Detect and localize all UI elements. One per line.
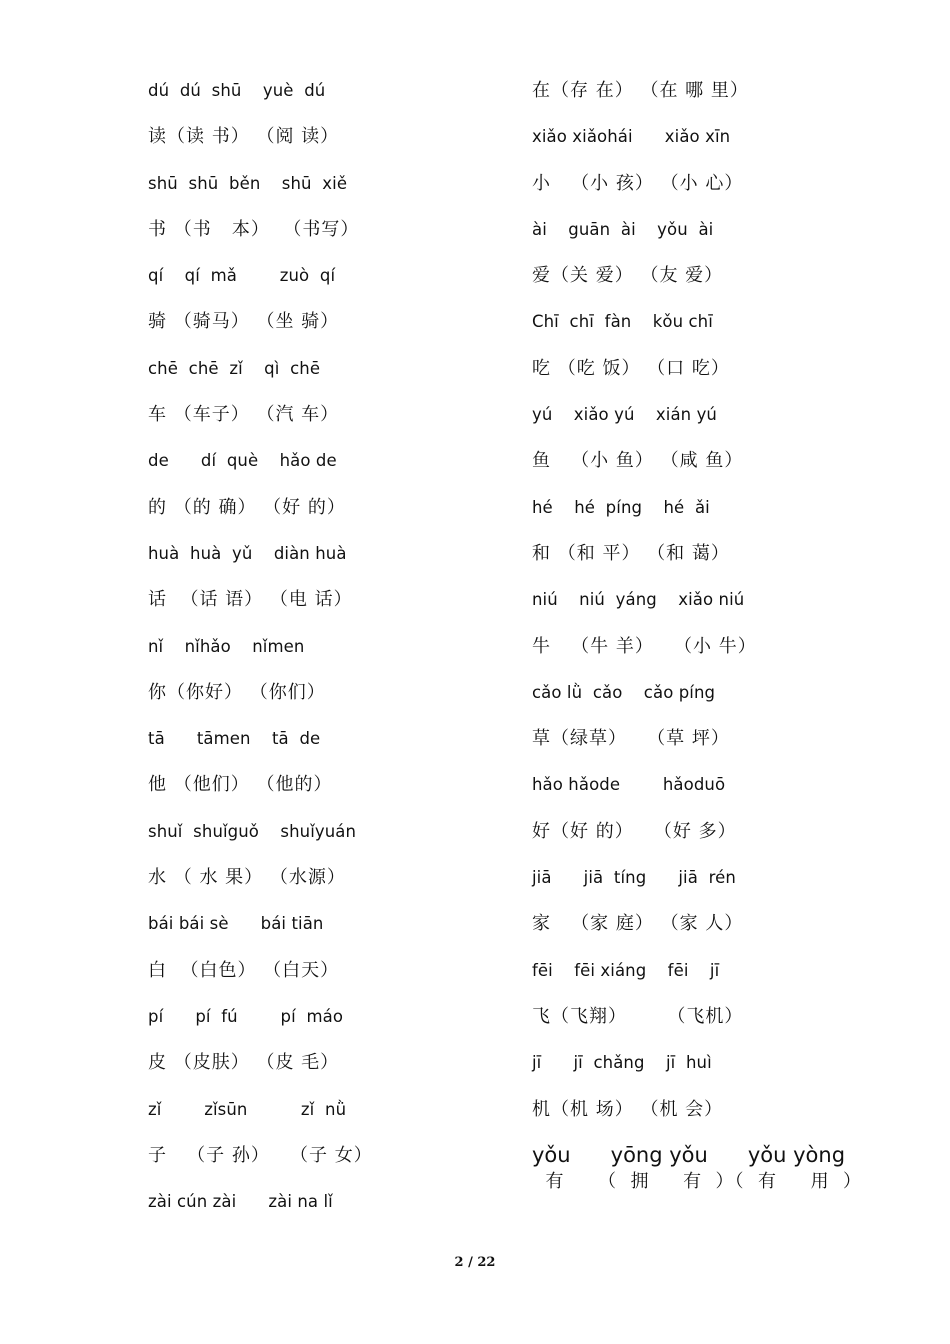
hanzi-line: 爱（关 爱） （友 爱） <box>532 265 724 287</box>
pinyin-line: tā tāmen tā de <box>148 729 321 749</box>
pinyin-line: Chī chī fàn kǒu chī <box>532 312 713 332</box>
hanzi-line: 白 （白色） （白天） <box>148 959 340 981</box>
pinyin-line: chē chē zǐ qì chē <box>148 358 321 378</box>
pinyin-line: niú niú yáng xiǎo niú <box>532 590 745 610</box>
pinyin-line: dú dú shū yuè dú <box>148 81 326 100</box>
hanzi-line: 好（好 的） （好 多） <box>532 820 737 842</box>
pinyin-line: xiǎo xiǎohái xiǎo xīn <box>532 127 731 147</box>
hanzi-line: 车 （车子） （汽 车） <box>148 404 340 426</box>
pinyin-line: nǐ nǐhǎo nǐmen <box>148 636 305 656</box>
hanzi-line: 骑 （骑马） （坐 骑） <box>148 311 340 333</box>
page-number: 2 / 22 <box>454 1255 496 1270</box>
pinyin-line: fēi fēi xiáng fēi jī <box>532 960 720 980</box>
pinyin-line: huà huà yǔ diàn huà <box>148 543 347 563</box>
hanzi-line: 的 （的 确） （好 的） <box>148 496 346 518</box>
pinyin-line: shū shū běn shū xiě <box>148 173 348 193</box>
pinyin-line: shuǐ shuǐguǒ shuǐyuán <box>148 821 357 841</box>
hanzi-line: 皮 （皮肤） （皮 毛） <box>148 1052 340 1074</box>
pinyin-line: hǎo hǎode hǎoduō <box>532 775 726 795</box>
hanzi-line: 和 （和 平） （和 蔼） <box>532 542 730 564</box>
pinyin-line: ài guān ài yǒu ài <box>532 219 714 239</box>
final-entry-hanzi: 有 （ 拥 有 ）（ 有 用 ） <box>532 1171 863 1192</box>
right-column <box>532 78 892 1143</box>
hanzi-line: 飞（飞翔） （飞机） <box>532 1005 744 1027</box>
hanzi-line: 鱼 （小 鱼） （咸 鱼） <box>532 450 744 472</box>
hanzi-line: 草（绿草） （草 坪） <box>532 728 730 750</box>
final-entry-pinyin: yǒu yōng yǒu yǒu yòng <box>532 1143 846 1167</box>
hanzi-line: 话 （话 语） （电 话） <box>148 589 353 611</box>
pinyin-line: jī jī chǎng jī huì <box>532 1053 712 1073</box>
hanzi-line: 你（你好） （你们） <box>148 681 326 703</box>
hanzi-line: 他 （他们） （他的） <box>148 774 333 796</box>
pinyin-line: hé hé píng hé ǎi <box>532 497 710 517</box>
pinyin-line: pí pí fú pí máo <box>148 1006 344 1026</box>
hanzi-line: 读（读 书） （阅 读） <box>148 126 340 148</box>
pinyin-line: jiā jiā tíng jiā rén <box>532 868 736 888</box>
hanzi-line: 水 （ 水 果） （水源） <box>148 867 346 889</box>
hanzi-line: 家 （家 庭） （家 人） <box>532 913 744 935</box>
hanzi-line: 牛 （牛 羊） （小 牛） <box>532 635 757 657</box>
pinyin-line: cǎo lǜ cǎo cǎo píng <box>532 682 716 702</box>
hanzi-line: 小 （小 孩） （小 心） <box>532 172 744 194</box>
hanzi-line: 机（机 场） （机 会） <box>532 1098 724 1120</box>
hanzi-line: 在（存 在） （在 哪 里） <box>532 80 749 101</box>
left-column <box>148 78 488 1235</box>
pinyin-line: yú xiǎo yú xián yú <box>532 405 717 425</box>
hanzi-line: 吃 （吃 饭） （口 吃） <box>532 357 730 379</box>
pinyin-line: de dí què hǎo de <box>148 451 337 471</box>
pinyin-line: bái bái sè bái tiān <box>148 914 324 934</box>
pinyin-line: qí qí mǎ zuò qí <box>148 266 336 286</box>
pinyin-line: zǐ zǐsūn zǐ nǜ <box>148 1099 347 1119</box>
hanzi-line: 书 （书 本） （书写） <box>148 218 360 240</box>
hanzi-line: 子 （子 孙） （子 女） <box>148 1144 373 1166</box>
pinyin-line: zài cún zài zài na lǐ <box>148 1192 333 1212</box>
